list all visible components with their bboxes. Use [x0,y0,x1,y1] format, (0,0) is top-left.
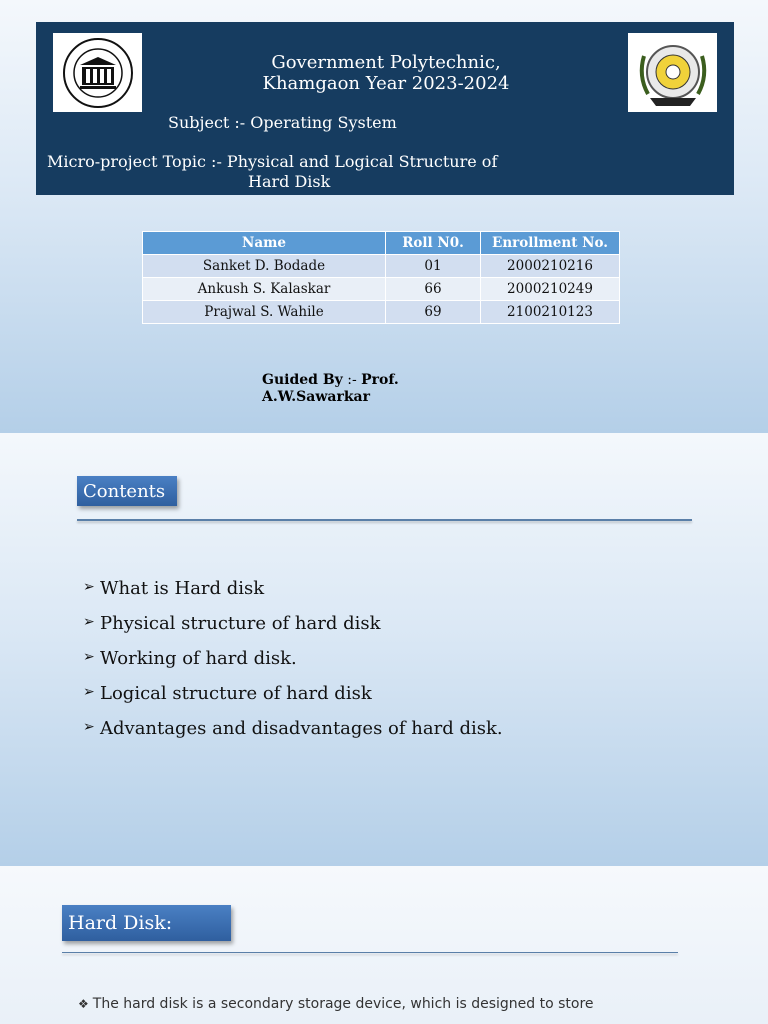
subject-line: Subject :- Operating System [168,113,397,132]
title-slide [0,0,768,433]
cell-roll: 01 [386,255,481,278]
table-row [143,301,620,324]
header-name: Name [143,232,386,255]
list-item-text: Logical structure of hard disk [100,683,372,704]
cell-roll: 66 [386,278,481,301]
list-item-text: Physical structure of hard disk [100,613,381,634]
topic-line-continued: Hard Disk [248,172,331,191]
list-item-text: Advantages and disadvantages of hard disk. [100,718,503,739]
list-item [83,643,503,678]
header-roll: Roll N0. [386,232,481,255]
board-seal-logo [53,33,142,112]
table-row [143,278,620,301]
guide-label: Guided By [262,372,343,388]
arrow-bullet-icon: ➢ [83,614,95,630]
guide-title: Prof. [361,372,399,388]
hard-disk-paragraph [78,990,718,1018]
heading-divider [77,519,692,521]
cell-name: Prajwal S. Wahile [143,301,386,324]
guide-credit [262,372,399,406]
guide-name: A.W.Sawarkar [262,389,370,405]
header-enrollment: Enrollment No. [481,232,620,255]
arrow-bullet-icon: ➢ [83,649,95,665]
topic-line: Micro-project Topic :- Physical and Logical Structure of [47,152,498,171]
heading-divider [62,952,678,953]
cell-name: Sanket D. Bodade [143,255,386,278]
contents-list [83,573,503,748]
cell-enrollment: 2100210123 [481,301,620,324]
table-header-row [143,232,620,255]
contents-heading: Contents [77,476,177,506]
institute-year: Khamgaon Year 2023-2024 [262,73,510,94]
arrow-bullet-icon: ➢ [83,719,95,735]
hard-disk-slide [0,866,768,1024]
institute-title: Government Polytechnic, [271,52,501,73]
table-row [143,255,620,278]
members-table [142,231,620,324]
list-item [83,608,503,643]
diamond-bullet-icon: ❖ [78,997,89,1011]
guide-separator: :- [342,372,362,388]
cell-enrollment: 2000210216 [481,255,620,278]
list-item-text: What is Hard disk [100,578,265,599]
list-item [83,573,503,608]
polytechnic-emblem-logo [628,33,717,112]
arrow-bullet-icon: ➢ [83,684,95,700]
title-banner [36,22,734,195]
cell-enrollment: 2000210249 [481,278,620,301]
arrow-bullet-icon: ➢ [83,579,95,595]
list-item [83,678,503,713]
list-item [83,713,503,748]
list-item-text: Working of hard disk. [100,648,297,669]
contents-slide [0,433,768,866]
paragraph-text: The hard disk is a secondary storage device, which is designed to store [92,996,594,1012]
hard-disk-heading: Hard Disk: [62,905,231,941]
cell-name: Ankush S. Kalaskar [143,278,386,301]
cell-roll: 69 [386,301,481,324]
guide-line-1 [262,372,399,389]
